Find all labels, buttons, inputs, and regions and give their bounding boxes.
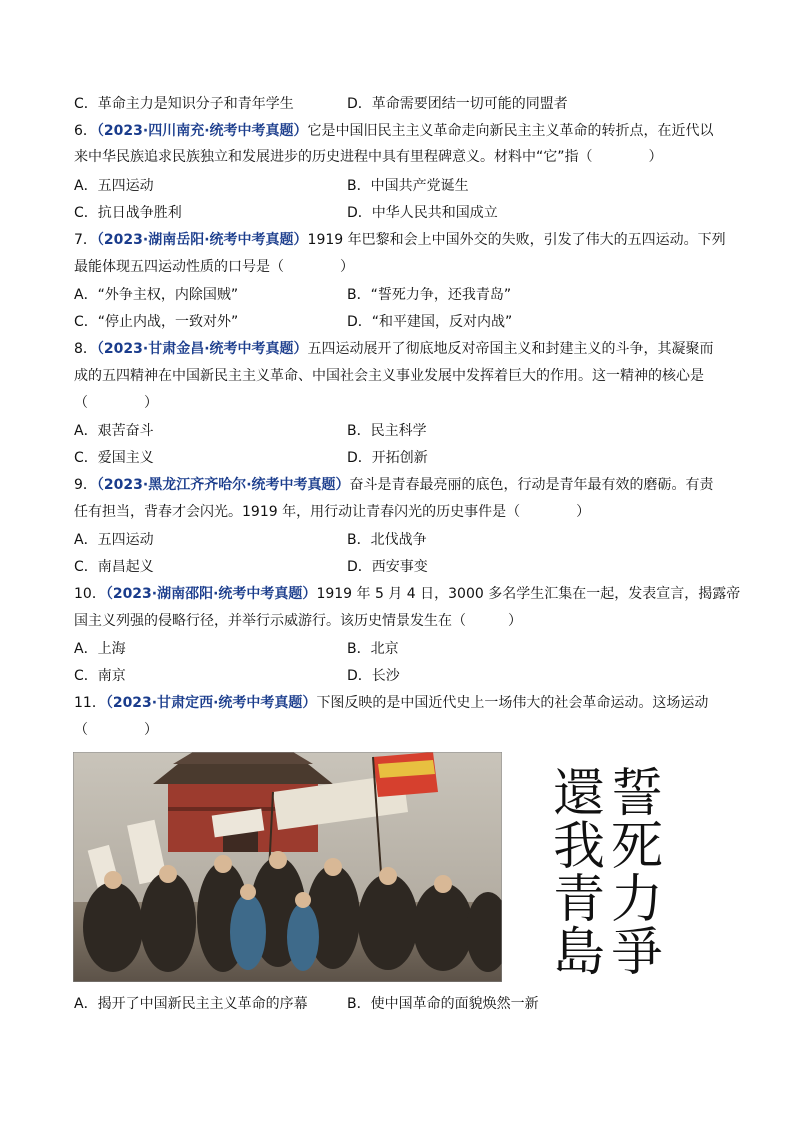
q6-stem-line-2: 来中华民族追求民族独立和发展进步的历史进程中具有里程碑意义。材料中“它”指（ ） bbox=[74, 149, 663, 165]
q11-option-a[interactable]: A．揭开了中国新民主主义革命的序幕 bbox=[74, 996, 308, 1012]
q6-source: （2023·四川南充·统考中考真题） bbox=[96, 123, 308, 139]
q8-number: 8． bbox=[74, 341, 97, 357]
q11-stem-1: 下图反映的是中国近代史上一场伟大的社会革命运动。这场运动 bbox=[316, 695, 709, 711]
q7-option-c[interactable]: C．“停止内战，一致对外” bbox=[74, 314, 239, 330]
q8-stem-1: 五四运动展开了彻底地反对帝国主义和封建主义的斗争，其凝聚而 bbox=[307, 341, 714, 357]
q7-option-d[interactable]: D．“和平建国，反对内战” bbox=[347, 314, 513, 330]
q9-source: （2023·黑龙江齐齐哈尔·统考中考真题） bbox=[96, 477, 350, 493]
q9-stem-1: 奋斗是青春最亮丽的底色，行动是青年最有效的磨砺。有责 bbox=[349, 477, 714, 493]
q7-stem-1: 1919 年巴黎和会上中国外交的失败，引发了伟大的五四运动。下列 bbox=[307, 232, 726, 248]
q8-option-d[interactable]: D．开拓创新 bbox=[347, 450, 428, 466]
may-fourth-painting bbox=[73, 752, 502, 982]
q6-option-b[interactable]: B．中国共产党诞生 bbox=[347, 178, 469, 194]
q9-number: 9． bbox=[74, 477, 97, 493]
q7-stem-line-1 bbox=[74, 230, 724, 250]
q8-option-a[interactable]: A．艰苦奋斗 bbox=[74, 423, 154, 439]
q8-source: （2023·甘肃金昌·统考中考真题） bbox=[96, 341, 308, 357]
q11-number: 11． bbox=[74, 695, 106, 711]
q10-option-b[interactable]: B．北京 bbox=[347, 641, 399, 657]
q10-source: （2023·湖南邵阳·统考中考真题） bbox=[105, 586, 317, 602]
q8-stem-line-3: （ ） bbox=[74, 395, 158, 411]
q7-option-b[interactable]: B．“誓死力争，还我青岛” bbox=[347, 287, 512, 303]
q9-option-d[interactable]: D．西安事变 bbox=[347, 559, 428, 575]
q8-stem-line-2: 成的五四精神在中国新民主主义革命、中国社会主义事业发展中发挥着巨大的作用。这一精神的核心是 bbox=[74, 368, 704, 384]
q7-number: 7． bbox=[74, 232, 97, 248]
q9-stem-line-2: 任有担当，背春才会闪光。1919 年，用行动让青春闪光的历史事件是（ ） bbox=[74, 504, 591, 520]
q7-source: （2023·湖南岳阳·统考中考真题） bbox=[96, 232, 308, 248]
q8-stem-line-1 bbox=[74, 339, 724, 359]
q7-stem-line-2: 最能体现五四运动性质的口号是（ ） bbox=[74, 259, 354, 275]
q6-option-d[interactable]: D．中华人民共和国成立 bbox=[347, 205, 498, 221]
q11-source: （2023·甘肃定西·统考中考真题） bbox=[105, 695, 317, 711]
q8-option-b[interactable]: B．民主科学 bbox=[347, 423, 427, 439]
q10-stem-1: 1919 年 5 月 4 日，3000 多名学生汇集在一起，发表宣言，揭露帝 bbox=[316, 586, 741, 602]
q7-option-a[interactable]: A．“外争主权，内除国贼” bbox=[74, 287, 239, 303]
q10-number: 10． bbox=[74, 586, 106, 602]
q6-option-c[interactable]: C．抗日战争胜利 bbox=[74, 205, 182, 221]
q9-option-a[interactable]: A．五四运动 bbox=[74, 532, 154, 548]
q9-option-c[interactable]: C．南昌起义 bbox=[74, 559, 154, 575]
q11-stem-line-1 bbox=[74, 693, 724, 713]
q8-option-c[interactable]: C．爱国主义 bbox=[74, 450, 154, 466]
q6-number: 6． bbox=[74, 123, 97, 139]
slogan-right-column: 誓 死 力 爭 bbox=[610, 764, 663, 983]
slogan-left-column: 還 我 青 島 bbox=[552, 764, 605, 983]
q10-option-d[interactable]: D．长沙 bbox=[347, 668, 400, 684]
q5-option-d[interactable]: D．革命需要团结一切可能的同盟者 bbox=[347, 96, 568, 112]
q9-option-b[interactable]: B．北伐战争 bbox=[347, 532, 427, 548]
q10-stem-line-2: 国主义列强的侵略行径，并举行示威游行。该历史情景发生在（ ） bbox=[74, 613, 522, 629]
q11-option-b[interactable]: B．使中国革命的面貌焕然一新 bbox=[347, 996, 539, 1012]
q6-option-a[interactable]: A．五四运动 bbox=[74, 178, 154, 194]
q10-option-a[interactable]: A．上海 bbox=[74, 641, 126, 657]
slogan-calligraphy bbox=[548, 764, 673, 983]
q5-option-c[interactable]: C．革命主力是知识分子和青年学生 bbox=[74, 96, 294, 112]
q10-option-c[interactable]: C．南京 bbox=[74, 668, 126, 684]
q11-stem-line-2: （ ） bbox=[74, 722, 158, 738]
q9-stem-line-1 bbox=[74, 475, 724, 495]
q6-stem-line-1 bbox=[74, 121, 724, 141]
q6-stem-1: 它是中国旧民主主义革命走向新民主主义革命的转折点，在近代以 bbox=[307, 123, 714, 139]
q10-stem-line-1 bbox=[74, 584, 741, 604]
